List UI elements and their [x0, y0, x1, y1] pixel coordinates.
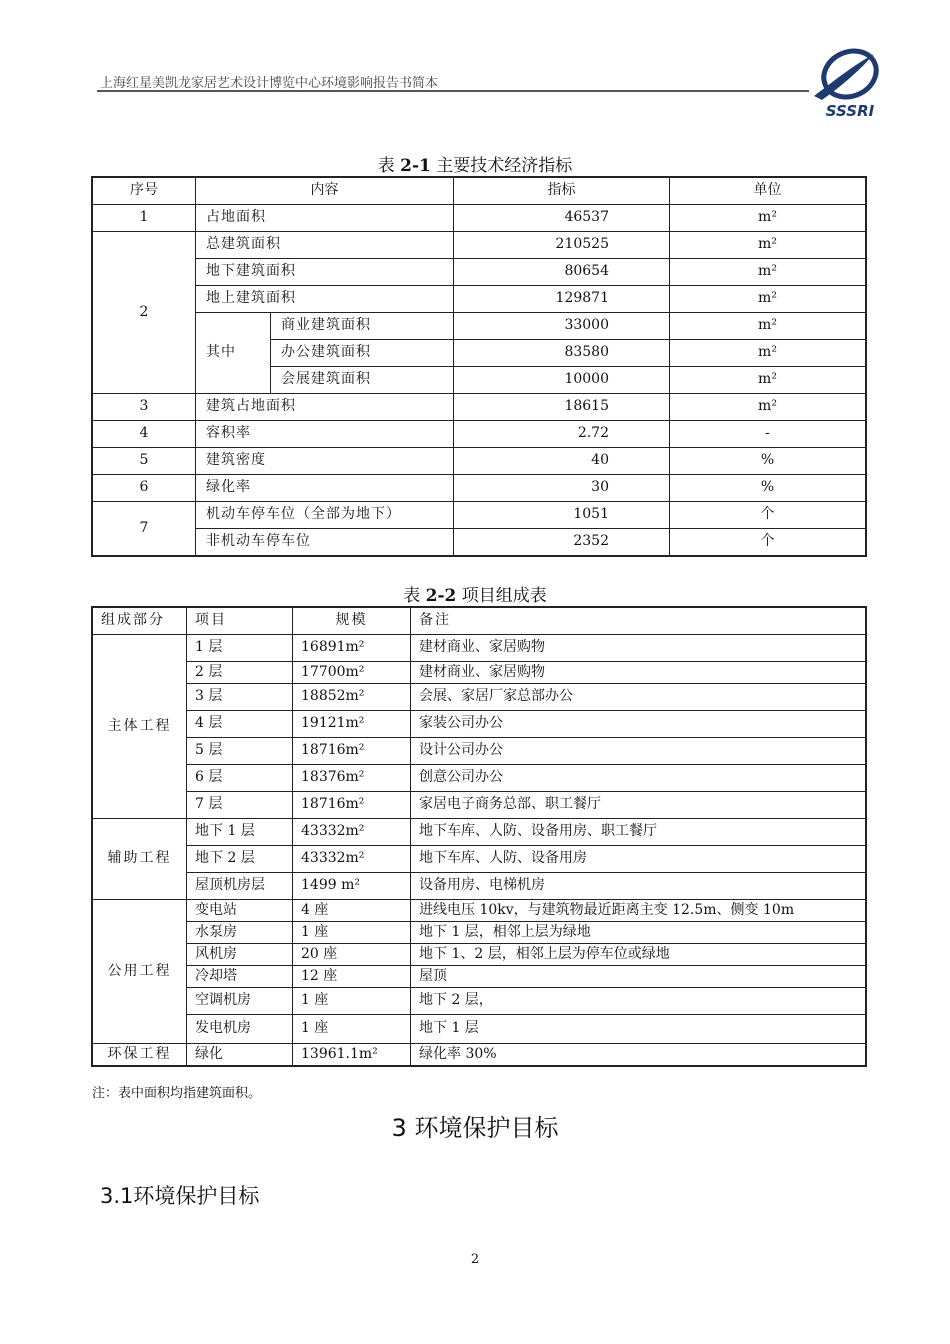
table-row [93, 944, 866, 966]
col-header-content: 内容 [196, 178, 454, 205]
row-note: 设计公司办公 [411, 738, 866, 765]
row-scale: 13961.1m² [293, 1044, 411, 1066]
row-note: 地下车库、人防、设备用房、职工餐厅 [411, 819, 866, 846]
table-row [93, 502, 866, 529]
subsection-heading: 3.1环境保护目标 [100, 1184, 260, 1208]
document-header-title: 上海红星美凯龙家居艺术设计博览中心环境影响报告书简本 [100, 76, 439, 91]
col-header-scale: 规模 [293, 608, 411, 635]
table-row [93, 635, 866, 662]
row-item: 6 层 [187, 765, 293, 792]
row-unit: m² [670, 232, 866, 259]
row-item: 会展建筑面积 [271, 367, 454, 394]
row-item: 绿化率 [196, 475, 454, 502]
row-value: 80654 [454, 259, 670, 286]
table-row [93, 475, 866, 502]
table-row [93, 232, 866, 259]
col-header-component: 组成部分 [93, 608, 187, 635]
group-main-works: 主体工程 [93, 635, 187, 819]
row-item: 3 层 [187, 684, 293, 711]
project-composition-table [92, 607, 866, 1066]
row-item: 地上建筑面积 [196, 286, 454, 313]
row-item: 空调机房 [187, 988, 293, 1015]
row-no: 5 [93, 448, 196, 475]
row-item: 7 层 [187, 792, 293, 819]
group-utility-works: 公用工程 [93, 900, 187, 1044]
row-value: 1051 [454, 502, 670, 529]
table2-caption-prefix: 表 [403, 586, 421, 606]
row-value: 18615 [454, 394, 670, 421]
table2-caption-number: 2-2 [425, 586, 457, 606]
row-unit: m² [670, 205, 866, 232]
table-footnote: 注：表中面积均指建筑面积。 [92, 1086, 262, 1101]
row-scale: 18376m² [293, 765, 411, 792]
table-row [93, 765, 866, 792]
row-item: 屋顶机房层 [187, 873, 293, 900]
row-note: 创意公司办公 [411, 765, 866, 792]
table-row [93, 792, 866, 819]
technical-economic-indicators-table [92, 177, 866, 556]
table-row [93, 873, 866, 900]
sub-group-label: 其中 [196, 313, 271, 394]
table-row [93, 662, 866, 684]
table1-caption-number: 2-1 [400, 156, 431, 176]
col-header-item: 项目 [187, 608, 293, 635]
row-note: 地下 1 层，相邻上层为绿地 [411, 922, 866, 944]
row-note: 地下 1 层 [411, 1015, 866, 1044]
row-scale: 17700m² [293, 662, 411, 684]
row-note: 地下 1、2 层，相邻上层为停车位或绿地 [411, 944, 866, 966]
row-item: 容积率 [196, 421, 454, 448]
row-no: 1 [93, 205, 196, 232]
row-scale: 1 座 [293, 988, 411, 1015]
row-scale: 43332m² [293, 819, 411, 846]
row-item: 地下建筑面积 [196, 259, 454, 286]
col-header-value: 指标 [454, 178, 670, 205]
row-item: 1 层 [187, 635, 293, 662]
row-note: 绿化率 30% [411, 1044, 866, 1066]
col-header-unit: 单位 [670, 178, 866, 205]
row-scale: 1499 m² [293, 873, 411, 900]
row-unit: m² [670, 313, 866, 340]
row-note: 地下 2 层， [411, 988, 866, 1015]
row-note: 会展、家居厂家总部办公 [411, 684, 866, 711]
row-unit: m² [670, 394, 866, 421]
table-row [93, 205, 866, 232]
table2-caption [0, 581, 950, 606]
row-note: 建材商业、家居购物 [411, 662, 866, 684]
row-item: 发电机房 [187, 1015, 293, 1044]
row-no: 4 [93, 421, 196, 448]
table-row [93, 738, 866, 765]
row-item: 建筑密度 [196, 448, 454, 475]
table-row [93, 529, 866, 556]
row-unit: m² [670, 367, 866, 394]
row-value: 33000 [454, 313, 670, 340]
row-value: 46537 [454, 205, 670, 232]
row-unit: m² [670, 259, 866, 286]
logo-text: SSSRI [825, 102, 875, 120]
page-number: 2 [470, 1252, 480, 1267]
row-note: 地下车库、人防、设备用房 [411, 846, 866, 873]
row-unit: 个 [670, 502, 866, 529]
table-row [93, 900, 866, 922]
table-row [93, 1044, 866, 1066]
row-no: 3 [93, 394, 196, 421]
row-no: 6 [93, 475, 196, 502]
row-value: 40 [454, 448, 670, 475]
table2-caption-title: 项目组成表 [461, 586, 547, 606]
row-no: 7 [93, 502, 196, 556]
table-row [93, 313, 866, 340]
table-header-row [93, 608, 866, 635]
row-unit: m² [670, 340, 866, 367]
table-row [93, 684, 866, 711]
row-item: 非机动车停车位 [196, 529, 454, 556]
row-scale: 19121m² [293, 711, 411, 738]
table-row [93, 421, 866, 448]
row-note: 屋顶 [411, 966, 866, 988]
row-item: 变电站 [187, 900, 293, 922]
row-value: 2.72 [454, 421, 670, 448]
row-item: 地下 1 层 [187, 819, 293, 846]
row-scale: 1 座 [293, 1015, 411, 1044]
row-scale: 16891m² [293, 635, 411, 662]
row-scale: 18852m² [293, 684, 411, 711]
row-item: 机动车停车位（全部为地下） [196, 502, 454, 529]
row-unit: % [670, 448, 866, 475]
row-value: 2352 [454, 529, 670, 556]
table1-caption-prefix: 表 [377, 156, 395, 176]
row-value: 210525 [454, 232, 670, 259]
table-row [93, 846, 866, 873]
row-item: 冷却塔 [187, 966, 293, 988]
table-row [93, 819, 866, 846]
row-unit: m² [670, 286, 866, 313]
table-row [93, 448, 866, 475]
table1-caption-title: 主要技术经济指标 [436, 156, 573, 176]
row-note: 建材商业、家居购物 [411, 635, 866, 662]
sssri-logo-icon [800, 44, 900, 122]
row-scale: 18716m² [293, 792, 411, 819]
row-note: 家装公司办公 [411, 711, 866, 738]
col-header-no: 序号 [93, 178, 196, 205]
row-value: 83580 [454, 340, 670, 367]
row-item: 绿化 [187, 1044, 293, 1066]
section-heading: 3 环境保护目标 [391, 1114, 559, 1142]
table-row [93, 988, 866, 1015]
table-row [93, 394, 866, 421]
group-environmental-works: 环保工程 [93, 1044, 187, 1066]
row-note: 家居电子商务总部、职工餐厅 [411, 792, 866, 819]
row-item: 办公建筑面积 [271, 340, 454, 367]
row-scale: 4 座 [293, 900, 411, 922]
row-item: 商业建筑面积 [271, 313, 454, 340]
row-note: 进线电压 10kv，与建筑物最近距离主变 12.5m、侧变 10m [411, 900, 866, 922]
row-item: 地下 2 层 [187, 846, 293, 873]
table-row [93, 286, 866, 313]
row-no: 2 [93, 232, 196, 394]
table-row [93, 1015, 866, 1044]
row-unit: - [670, 421, 866, 448]
col-header-note: 备注 [411, 608, 866, 635]
table-row [93, 259, 866, 286]
row-item: 总建筑面积 [196, 232, 454, 259]
row-scale: 1 座 [293, 922, 411, 944]
table-row [93, 711, 866, 738]
row-item: 水泵房 [187, 922, 293, 944]
table-row [93, 966, 866, 988]
row-item: 建筑占地面积 [196, 394, 454, 421]
row-item: 5 层 [187, 738, 293, 765]
row-scale: 20 座 [293, 944, 411, 966]
row-scale: 18716m² [293, 738, 411, 765]
row-unit: % [670, 475, 866, 502]
group-auxiliary-works: 辅助工程 [93, 819, 187, 900]
row-value: 30 [454, 475, 670, 502]
row-value: 10000 [454, 367, 670, 394]
header-rule [97, 90, 809, 92]
table-row [93, 922, 866, 944]
table1-caption [0, 151, 950, 176]
row-item: 占地面积 [196, 205, 454, 232]
row-value: 129871 [454, 286, 670, 313]
row-note: 设备用房、电梯机房 [411, 873, 866, 900]
row-unit: 个 [670, 529, 866, 556]
row-item: 风机房 [187, 944, 293, 966]
row-item: 4 层 [187, 711, 293, 738]
row-scale: 43332m² [293, 846, 411, 873]
row-item: 2 层 [187, 662, 293, 684]
table-header-row [93, 178, 866, 205]
row-scale: 12 座 [293, 966, 411, 988]
